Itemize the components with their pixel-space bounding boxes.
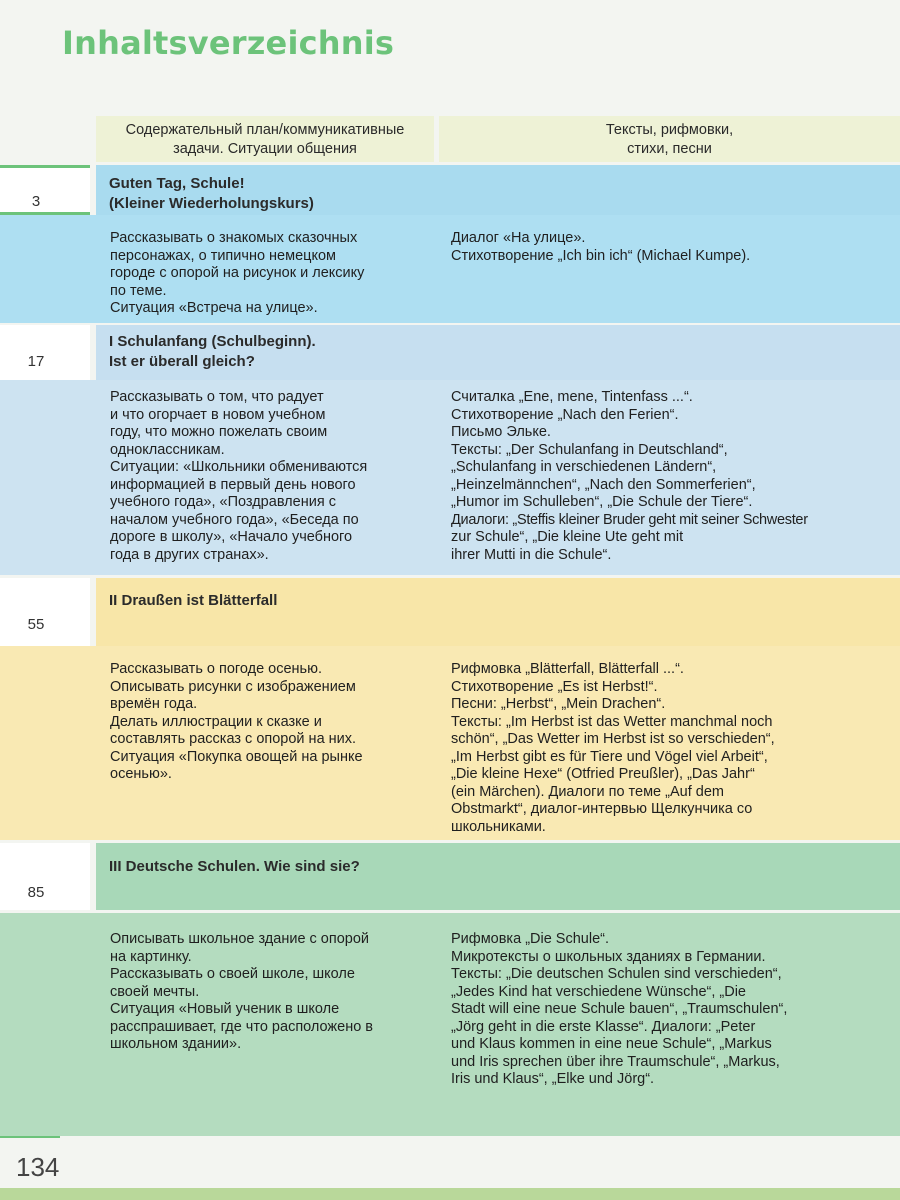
- section-header: [0, 165, 900, 215]
- plan-line: по теме.: [110, 282, 167, 299]
- plan-line: и что огорчает в новом учебном: [110, 406, 326, 423]
- plan-line: дороге в школу», «Начало учебного: [110, 529, 353, 545]
- header-plan-line: Содержательный план/коммуникативные: [125, 122, 405, 138]
- section-title-line: Ist er überall gleich?: [109, 353, 255, 370]
- texts-line: zur Schule“, „Die kleine Ute geht mit: [451, 529, 684, 545]
- texts-line: Стихотворение „Ich bin ich“ (Michael Kumpe).: [451, 247, 751, 264]
- plan-line: информацией в первый день нового: [110, 476, 356, 493]
- texts-cell: [439, 913, 900, 1136]
- header-texts: [439, 116, 900, 162]
- plan-line: Описывать рисунки с изображением: [110, 678, 356, 695]
- texts-line: ihrer Mutti in die Schule“.: [451, 546, 612, 563]
- section-body: [0, 380, 900, 575]
- bottom-bar: [0, 1188, 900, 1200]
- texts-line: школьниками.: [451, 818, 546, 835]
- plan-line: школьном здании».: [110, 1036, 242, 1052]
- plan-line: Рассказывать о погоде осенью.: [110, 661, 323, 677]
- texts-line: Микротексты о школьных зданиях в Германии.: [451, 948, 766, 965]
- section-page-number: 3: [31, 193, 41, 210]
- plan-line: Делать иллюстрации к сказке и: [110, 713, 322, 730]
- footer-divider: [0, 1136, 60, 1138]
- section-title-line: Guten Tag, Schule!: [109, 175, 245, 192]
- texts-line: Песни: „Herbst“, „Mein Drachen“.: [451, 696, 666, 712]
- texts-line: Считалка „Ene, mene, Tintenfass ...“.: [451, 389, 693, 405]
- plan-line: на картинку.: [110, 948, 192, 965]
- header-texts-line: Тексты, рифмовки,: [605, 122, 734, 138]
- plan-line: началом учебного года», «Беседа по: [110, 511, 359, 528]
- section-header: [0, 843, 900, 910]
- texts-line: schön“, „Das Wetter im Herbst ist so verschieden“,: [451, 731, 775, 747]
- page-column: [0, 165, 90, 215]
- texts-cell: [439, 646, 900, 840]
- section-title: [109, 174, 314, 214]
- page-column: [0, 325, 90, 380]
- page-column: [0, 843, 90, 910]
- section-body: [0, 646, 900, 840]
- texts-line: Стихотворение „Es ist Herbst!“.: [451, 678, 658, 695]
- texts-cell: [439, 380, 900, 575]
- plan-line: Ситуация «Встреча на улице».: [110, 300, 318, 316]
- page-number: 134: [16, 1152, 60, 1182]
- plan-line: осенью».: [110, 766, 172, 782]
- section-body: [0, 913, 900, 1136]
- section-band: [96, 578, 900, 646]
- page-title: Inhaltsverzeichnis: [62, 24, 395, 62]
- plan-line: Ситуация «Новый ученик в школе: [110, 1001, 340, 1017]
- texts-line: und Klaus kommen in eine neue Schule“, „Markus: [451, 1036, 772, 1052]
- texts-line: „Heinzelmännchen“, „Nach den Sommerferien“,: [451, 476, 756, 493]
- texts-line: Obstmarkt“, диалог-интервью Щелкунчика со: [451, 801, 753, 817]
- section-page-number: 17: [27, 353, 45, 370]
- plan-cell: [96, 646, 434, 840]
- table-header: [96, 116, 900, 162]
- plan-line: Рассказывать о своей школе, школе: [110, 966, 355, 982]
- plan-line: персонажах, о типично немецком: [110, 247, 336, 264]
- page-column: [0, 578, 90, 646]
- texts-line: „Jedes Kind hat verschiedene Wünsche“, „Die: [451, 983, 746, 1000]
- plan-line: расспрашивает, где что расположено в: [110, 1018, 374, 1035]
- section-page-number: 55: [27, 616, 45, 633]
- texts-cell: [439, 215, 900, 323]
- texts-line: Стихотворение „Nach den Ferien“.: [451, 406, 679, 423]
- texts-line: (ein Märchen). Диалоги по теме „Auf dem: [451, 783, 724, 800]
- plan-line: составлять рассказ с опорой на них.: [110, 731, 357, 747]
- section-title: [109, 857, 360, 877]
- texts-line: Iris und Klaus“, „Elke und Jörg“.: [451, 1071, 655, 1087]
- plan-line: году, что можно пожелать своим: [110, 424, 328, 440]
- header-texts-line: стихи, песни: [627, 141, 712, 157]
- plan-line: Рассказывать о знакомых сказочных: [110, 230, 358, 246]
- texts-line: Тексты: „Im Herbst ist das Wetter manchmal noch: [451, 713, 773, 730]
- plan-line: Описывать школьное здание с опорой: [110, 931, 370, 947]
- plan-line: Ситуации: «Школьники обмениваются: [110, 459, 368, 475]
- header-plan-line: задачи. Ситуации общения: [173, 141, 357, 157]
- section-title: [109, 332, 316, 372]
- plan-line: времён года.: [110, 696, 198, 712]
- texts-line: Тексты: „Der Schulanfang in Deutschland“,: [451, 441, 728, 458]
- texts-line: Рифмовка „Blätterfall, Blätterfall ...“.: [451, 661, 684, 677]
- section-body: [0, 215, 900, 323]
- plan-line: Рассказывать о том, что радует: [110, 389, 324, 405]
- texts-line: Stadt will eine neue Schule bauen“, „Traumschulen“,: [451, 1001, 788, 1017]
- texts-line: Рифмовка „Die Schule“.: [451, 931, 609, 947]
- texts-line: „Jörg geht in die erste Klasse“. Диалоги: „Peter: [451, 1018, 756, 1035]
- plan-line: одноклассникам.: [110, 441, 225, 458]
- plan-line: учебного года», «Поздравления с: [110, 494, 336, 510]
- plan-cell: [96, 380, 434, 575]
- plan-line: Ситуация «Покупка овощей на рынке: [110, 748, 363, 765]
- plan-line: своей мечты.: [110, 983, 200, 1000]
- texts-line: „Schulanfang in verschiedenen Ländern“,: [451, 459, 717, 475]
- section-title-line: III Deutsche Schulen. Wie sind sie?: [109, 858, 360, 875]
- section-header: [0, 578, 900, 646]
- section-title-line: (Kleiner Wiederholungskurs): [109, 195, 314, 212]
- plan-line: городе с опорой на рисунок и лексику: [110, 265, 365, 281]
- section-page-number: 85: [27, 884, 45, 901]
- texts-line: „Die kleine Hexe“ (Otfried Preußler), „Das Jahr“: [451, 766, 755, 782]
- texts-line: „Humor im Schulleben“, „Die Schule der Tiere“.: [451, 494, 753, 510]
- texts-line: Диалоги: „Steffis kleiner Bruder geht mit seiner Schwester: [451, 511, 808, 528]
- texts-line: „Im Herbst gibt es für Tiere und Vögel viel Arbeit“,: [451, 748, 768, 765]
- section-title: [109, 591, 277, 611]
- section-title-line: II Draußen ist Blätterfall: [109, 592, 278, 609]
- plan-cell: [96, 215, 434, 323]
- plan-cell: [96, 913, 434, 1136]
- plan-line: года в других странах».: [110, 546, 269, 563]
- texts-line: Письмо Эльке.: [451, 424, 551, 440]
- texts-line: Тексты: „Die deutschen Schulen sind verschieden“,: [451, 966, 782, 982]
- texts-line: und Iris sprechen über ihre Traumschule“, „Markus,: [451, 1053, 780, 1070]
- section-title-line: I Schulanfang (Schulbeginn).: [109, 333, 316, 350]
- texts-line: Диалог «На улице».: [451, 230, 586, 246]
- section-header: [0, 325, 900, 380]
- header-plan: [96, 116, 434, 162]
